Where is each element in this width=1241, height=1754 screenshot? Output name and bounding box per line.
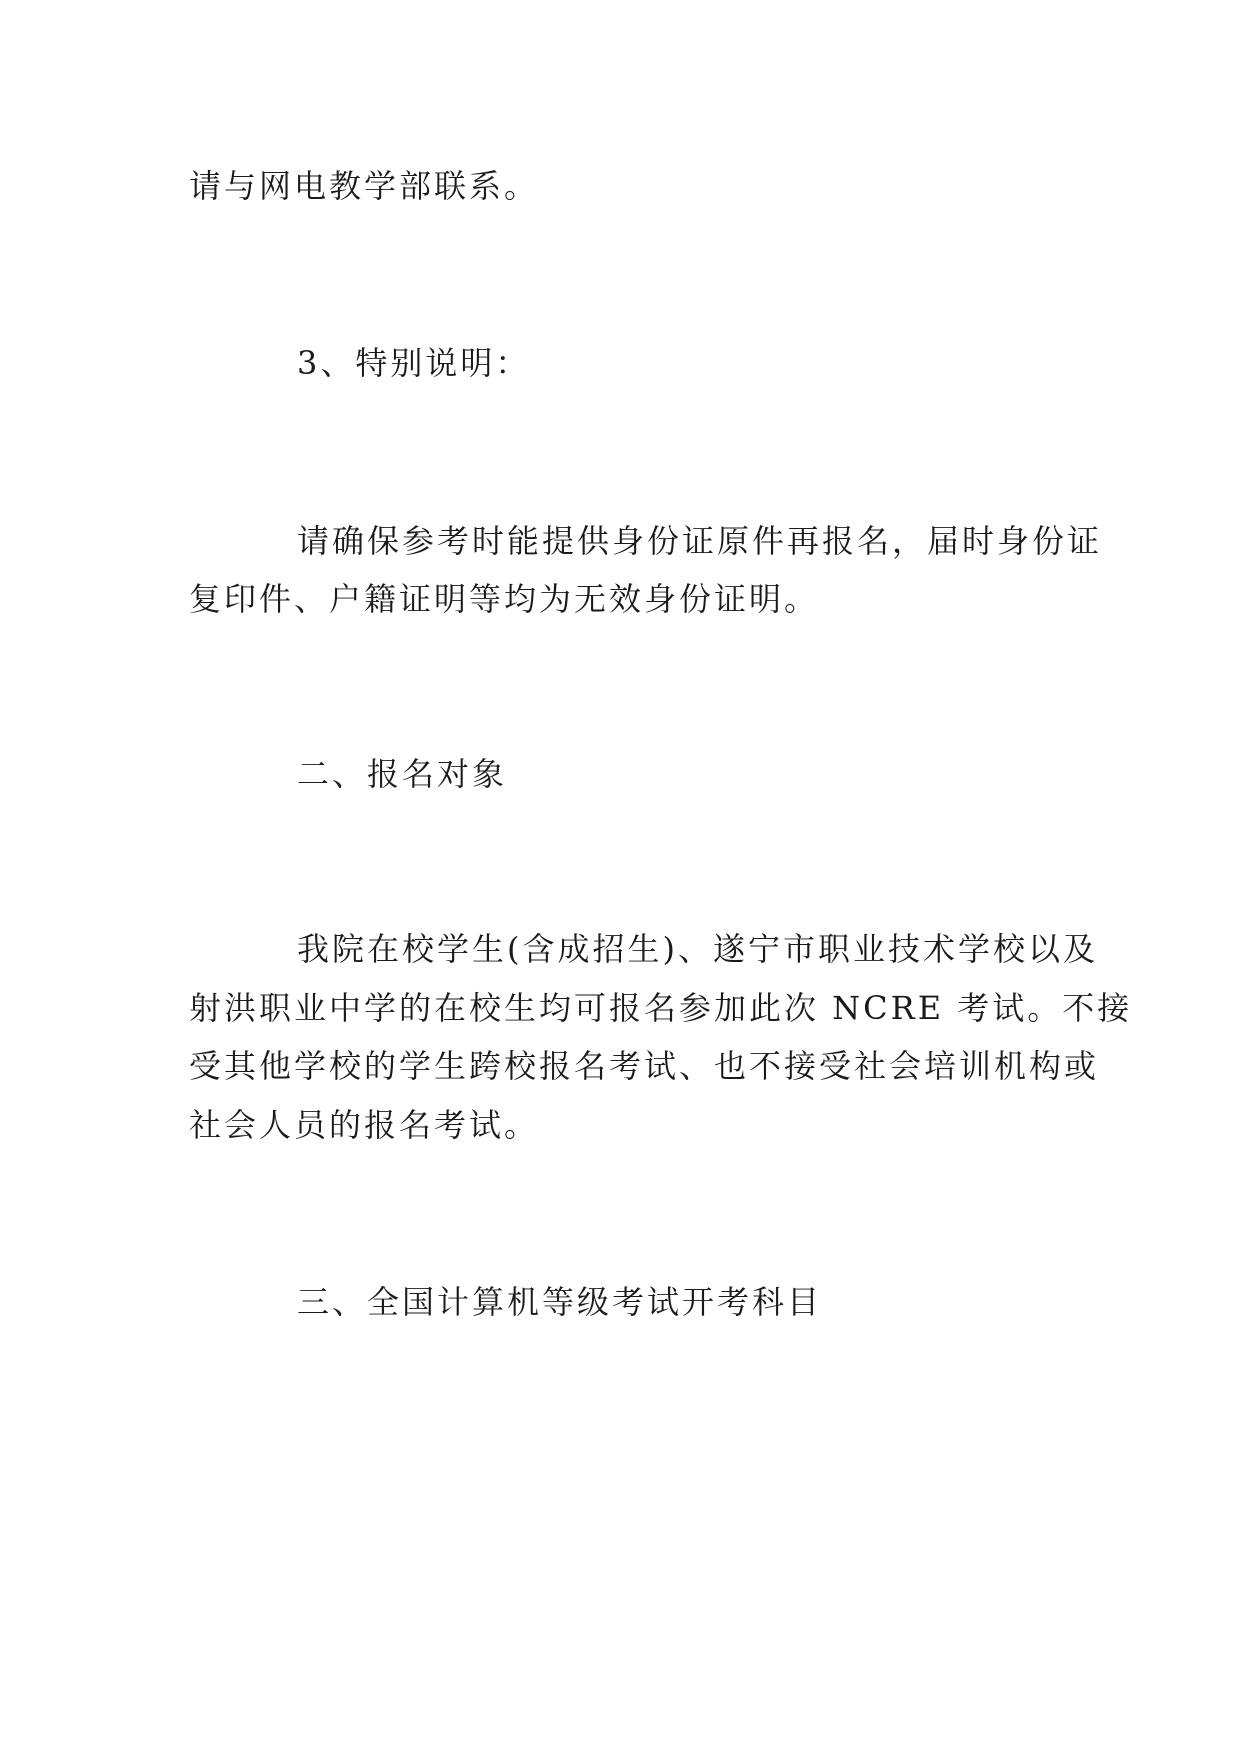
paragraph-eligibility-line-3: 受其他学校的学生跨校报名考试、也不接受社会培训机构或 [189, 1047, 1100, 1085]
heading-section-registration-eligibility: 二、报名对象 [297, 755, 508, 793]
paragraph-eligibility-line-1: 我院在校学生(含成招生)、遂宁市职业技术学校以及 [297, 930, 1098, 968]
paragraph-eligibility-line-4: 社会人员的报名考试。 [189, 1106, 540, 1144]
paragraph-id-requirement-line-1: 请确保参考时能提供身份证原件再报名，届时身份证 [297, 522, 1103, 560]
paragraph-contact-line: 请与网电教学部联系。 [189, 167, 540, 205]
heading-section-exam-subjects: 三、全国计算机等级考试开考科目 [297, 1283, 823, 1321]
paragraph-eligibility-line-2: 射洪职业中学的在校生均可报名参加此次 NCRE 考试。不接 [189, 989, 1133, 1027]
heading-special-note: 3、特别说明： [297, 344, 531, 382]
paragraph-id-requirement-line-2: 复印件、户籍证明等均为无效身份证明。 [189, 580, 820, 618]
